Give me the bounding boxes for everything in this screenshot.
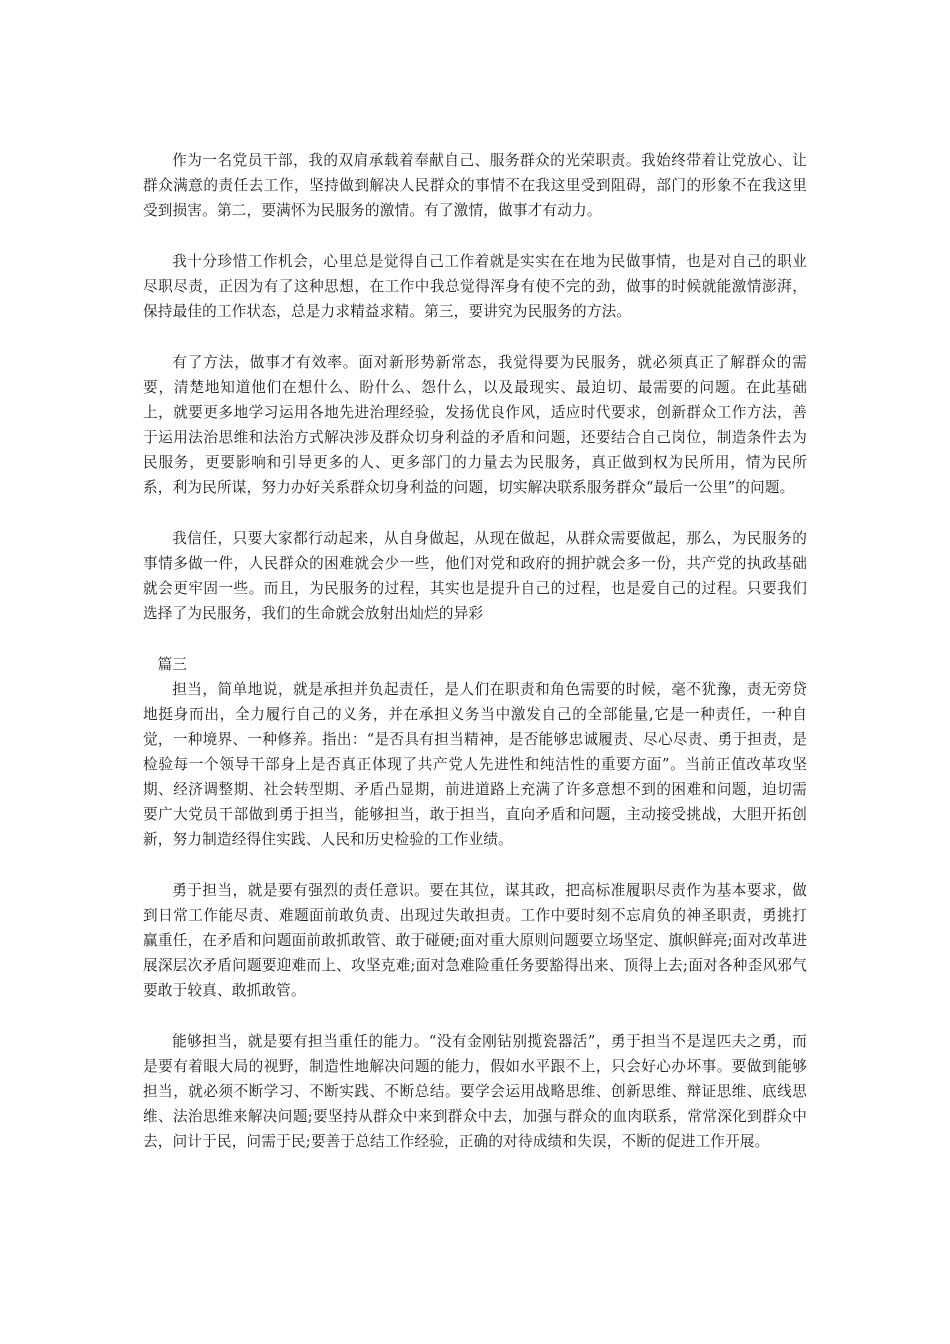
section-title: 篇三 bbox=[157, 656, 188, 673]
paragraph: 能够担当，就是要有担当重任的能力。“没有金刚钻别揽瓷器活”，勇于担当不是逞匹夫之勇，而是要有着眼大局的视野，制造性地解决问题的能力，假如水平跟不上，只会好心办坏事。要做到能够担当，就必须不断学习、不断实践、不断总结。要学会运用战略思维、创新思维、辩证思维、底线思维、法治思维来解决问题;要坚持从群众中来到群众中去，加强与群众的血肉联系，常常深化到群众中去，问计于民，问需于民;要善于总结工作经验，正确的对待成绩和失误，不断的促进工作开展。 bbox=[143, 1033, 807, 1150]
paragraph: 作为一名党员干部，我的双肩承载着奉献自己、服务群众的光荣职责。我始终带着让党放心、让群众满意的责任去工作，坚持做到解决人民群众的事情不在我这里受到阻碍，部门的形象不在我这里受到损害。第二，要满怀为民服务的激情。有了激情，做事才有动力。 bbox=[143, 152, 807, 219]
paragraph: 勇于担当，就是要有强烈的责任意识。要在其位，谋其政，把高标准履职尽责作为基本要求，做到日常工作能尽责、难题面前敢负责、出现过失敢担责。工作中要时刻不忘肩负的神圣职责，勇挑打赢重任，在矛盾和问题面前敢抓敢管、敢于碰硬;面对重大原则问题要立场坚定、旗帜鲜亮;面对改革进展深层次矛盾问题要迎难而上、攻坚克难;面对急难险重任务要豁得出来、顶得上去;面对各种歪风邪气要敢于较真、敢抓敢管。 bbox=[143, 882, 807, 999]
paragraph: 我十分珍惜工作机会，心里总是觉得自己工作着就是实实在在地为民做事情，也是对自己的职业尽职尽责，正因为有了这种思想，在工作中我总觉得浑身有使不完的劲，做事的时候就能激情澎湃，保持最佳的工作状态，总是力求精益求精。第三，要讲究为民服务的方法。 bbox=[143, 253, 807, 320]
document-page bbox=[143, 148, 807, 1180]
paragraph: 担当，简单地说，就是承担并负起责任，是人们在职责和角色需要的时候，毫不犹豫，责无旁贷地挺身而出，全力履行自己的义务，并在承担义务当中激发自己的全部能量,它是一种责任，一种自觉，一种境界、一种修养。指出：“是否具有担当精神，是否能够忠诚履责、尽心尽责、勇于担责，是检验每一个领导干部身上是否真正体现了共产党人先进性和纯洁性的重要方面”。当前正值改革攻坚期、经济调整期、社会转型期、矛盾凸显期，前进道路上充满了许多意想不到的困难和问题，迫切需要广大党员干部做到勇于担当，能够担当，敢于担当，直向矛盾和问题，主动接受挑战，大胆开拓创新，努力制造经得住实践、人民和历史检验的工作业绩。 bbox=[143, 681, 807, 848]
paragraph: 我信任，只要大家都行动起来，从自身做起，从现在做起，从群众需要做起，那么，为民服务的事情多做一件，人民群众的困难就会少一些，他们对党和政府的拥护就会多一份，共产党的执政基础就会更牢固一些。而且，为民服务的过程，其实也是提升自己的过程，也是爱自己的过程。只要我们选择了为民服务，我们的生命就会放射出灿烂的异彩 bbox=[143, 530, 807, 622]
paragraph: 有了方法，做事才有效率。面对新形势新常态，我觉得要为民服务，就必须真正了解群众的需要，清楚地知道他们在想什么、盼什么、怨什么，以及最现实、最迫切、最需要的问题。在此基础上，就要更多地学习运用各地先进治理经验，发扬优良作风，适应时代要求，创新群众工作方法，善于运用法治思维和法治方式解决涉及群众切身利益的矛盾和问题，还要结合自己岗位，制造条件去为民服务，更要影响和引导更多的人、更多部门的力量去为民服务，真正做到权为民所用，情为民所系，利为民所谋，努力办好关系群众切身利益的问题，切实解决联系服务群众“最后一公里”的问题。 bbox=[143, 354, 807, 496]
